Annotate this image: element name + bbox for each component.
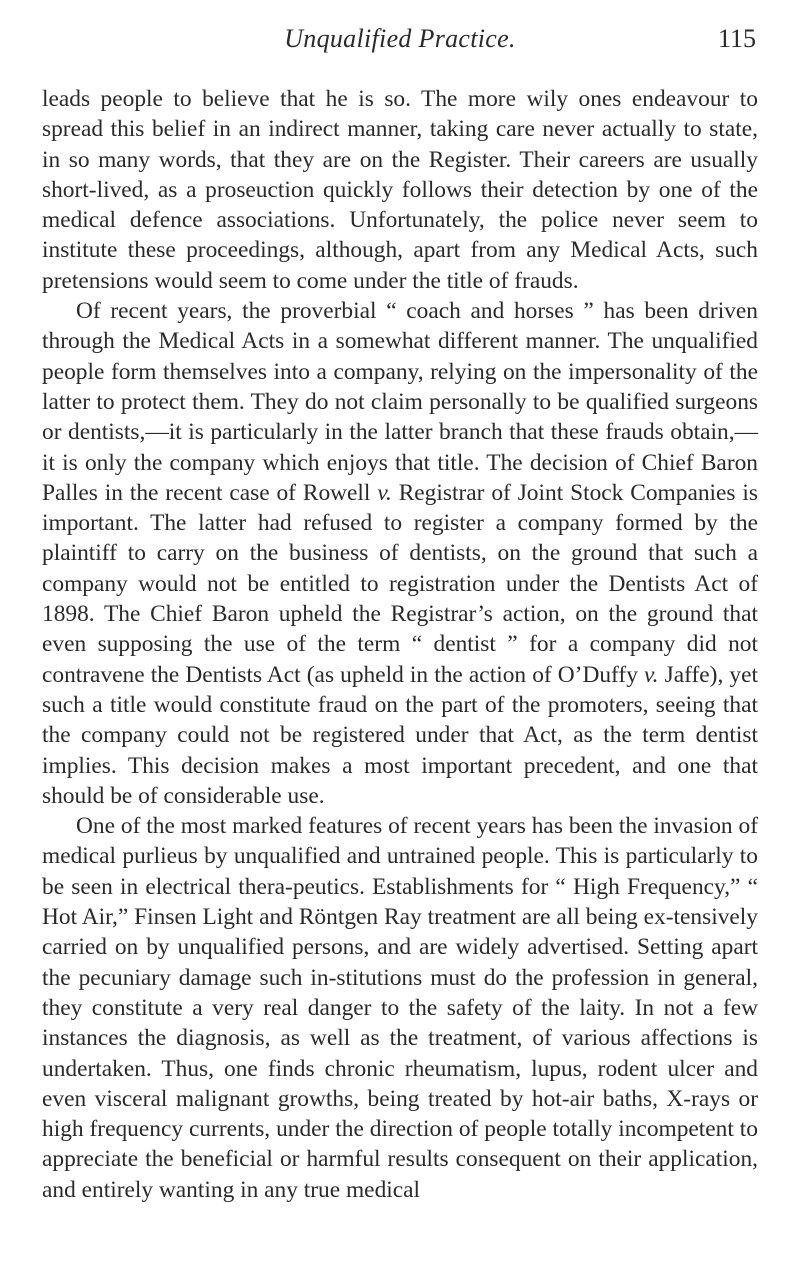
page-number: 115 (717, 24, 756, 53)
paragraph-2 (42, 296, 758, 811)
text-segment: Of recent years, the proverbial “ coach and horses ” has been driven through the Medical Acts in a somewhat different manner. The unqualified people form themselves into a company, relying on the impersonality of the latter to protect them. They do not claim personally to be qualified surgeons or dentists,—it is particularly in the latter branch that these frauds obtain,—it is only the company which enjoys that title. The decision of Chief Baron Palles in the recent case of Rowell (42, 298, 758, 506)
book-page (42, 18, 758, 1205)
versus-abbreviation: v. (644, 661, 659, 688)
text-segment: Registrar of Joint Stock Companies is important. The latter had refused to register a company formed by the plaintiff to carry on the business of dentists, on the ground that such a company would not be entitled to registration under the Dentists Act of 1898. The Chief Baron upheld the Registrar’s action, on the ground that even supposing the use of the term “ dentist ” for a company did not contravene the Dentists Act (as upheld in the action of O’Duffy (42, 479, 758, 688)
versus-abbreviation: v. (377, 479, 392, 506)
running-title: Unqualified Practice. (284, 24, 516, 53)
text-segment: Jaffe), yet such a title would constitute fraud on the part of the promoters, seeing that the company could not be registered under that Act, as the term dentist implies. This decision makes a most important precedent, and one that should be of considerable use. (42, 661, 758, 809)
running-head (42, 18, 758, 62)
paragraph-3 (42, 811, 758, 1205)
text-segment: One of the most marked features of recent years has been the invasion of medical purlieus by unqualified and untrained people. This is particularly to be seen in electrical thera-peutics. Establishments for “ High Frequency,” “ Hot Air,” Finsen Light and Röntgen Ray treatment are all being ex-tensively carried on by unqualified persons, and are widely advertised. Setting apart the pecuniary damage such in-stitutions must do the profession in general, they constitute a very real danger to the safety of the laity. In not a few instances the diagnosis, as well as the treatment, of various affections is undertaken. Thus, one finds chronic rheumatism, lupus, rodent ulcer and even visceral malignant growths, being treated by hot-air baths, X-rays or high frequency currents, under the direction of people totally incompetent to appreciate the beneficial or harmful results consequent on their application, and entirely wanting in any true medical (42, 813, 758, 1203)
body-text (42, 84, 758, 1205)
paragraph-1 (42, 84, 758, 296)
text-segment: leads people to believe that he is so. The more wily ones endeavour to spread this belief in an indirect manner, taking care never actually to state, in so many words, that they are on the Register. Their careers are usually short-lived, as a proseuction quickly follows their detection by one of the medical defence associations. Unfortunately, the police never seem to institute these proceedings, although, apart from any Medical Acts, such pretensions would seem to come under the title of frauds. (42, 86, 758, 294)
